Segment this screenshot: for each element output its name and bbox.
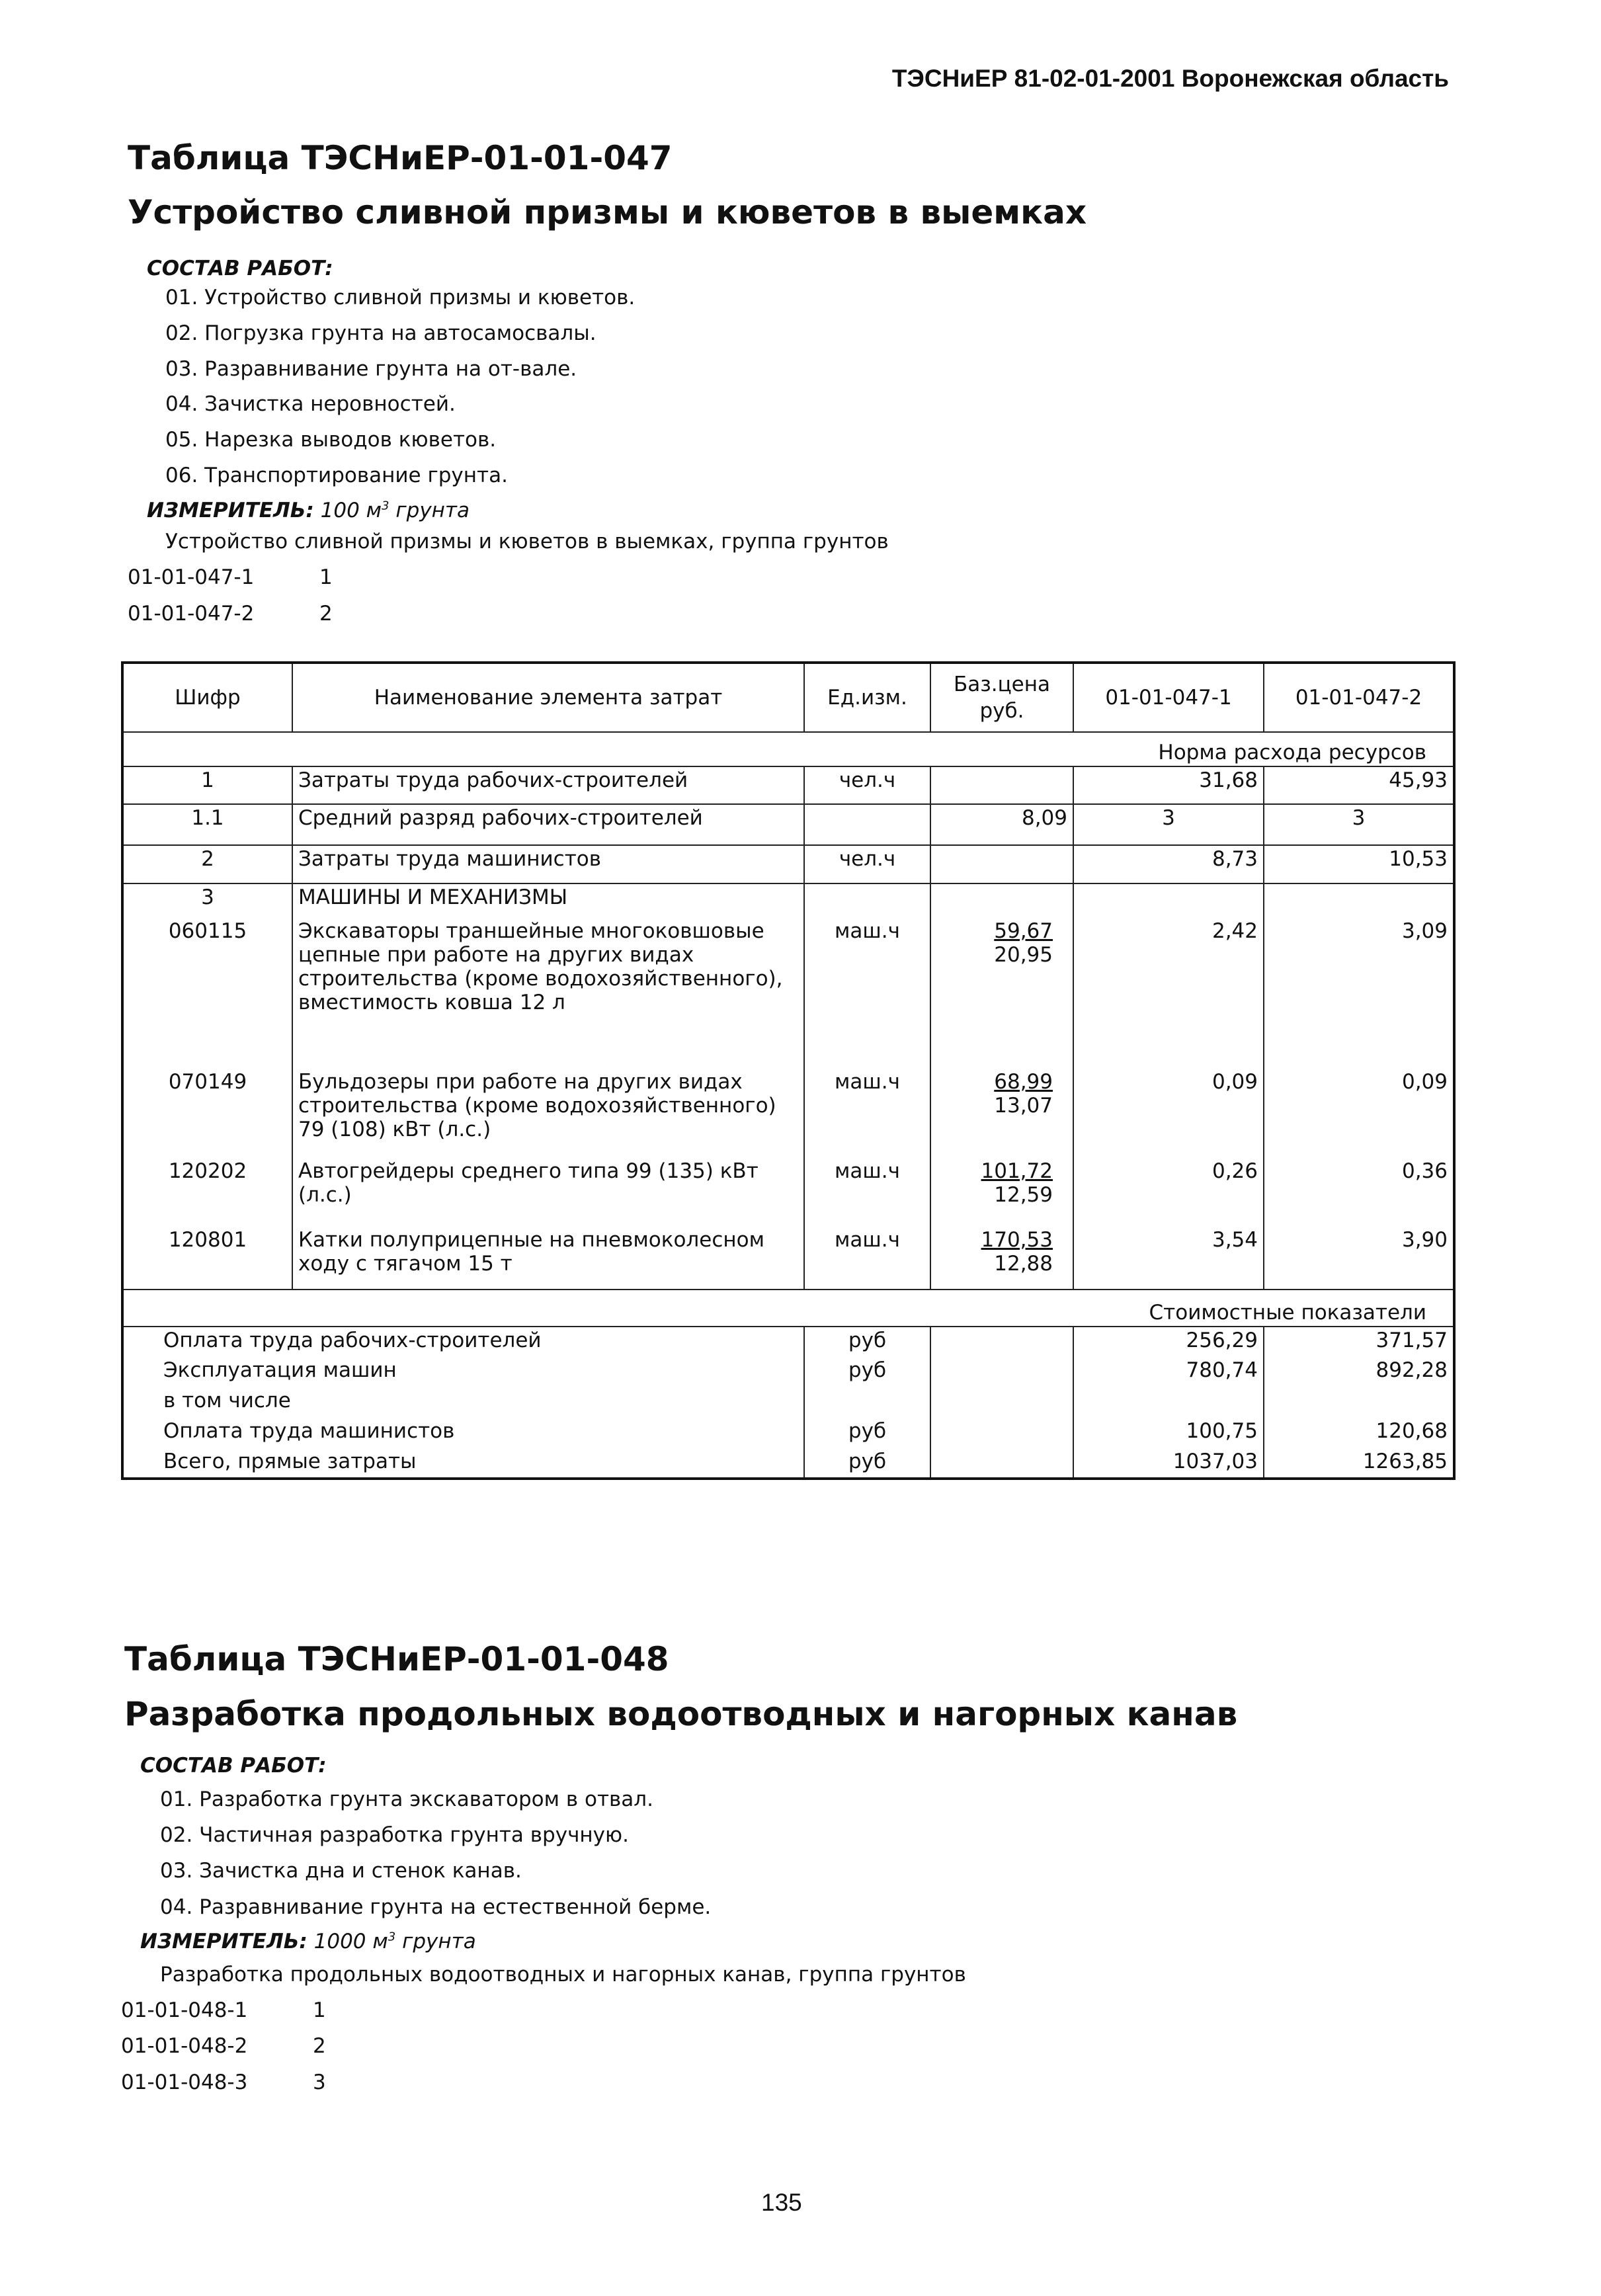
work-item: 03. Разравнивание грунта на от-вале. xyxy=(165,357,577,381)
cost-empty xyxy=(930,1327,1073,1357)
price-wage: 12,59 xyxy=(994,1183,1053,1207)
price-value: 101,72 xyxy=(981,1159,1053,1183)
price-value: 59,67 xyxy=(994,919,1053,943)
cost-row xyxy=(122,1387,1454,1418)
cell-unit: чел.ч xyxy=(804,845,930,883)
meter-unit: грунта xyxy=(389,499,470,522)
cell-v2 xyxy=(1264,883,1454,918)
cell-price xyxy=(930,845,1073,883)
table-row xyxy=(122,883,1454,918)
meter-value: 100 м xyxy=(320,499,382,522)
cell-v1: 8,73 xyxy=(1073,845,1264,883)
cell-v2: 3,90 xyxy=(1264,1227,1454,1290)
table-047-subtitle: Устройство сливной призмы и кюветов в выемках xyxy=(128,193,1087,231)
cell-price xyxy=(930,883,1073,918)
cell-code: 070149 xyxy=(122,1069,292,1158)
code: 01-01-048-3 xyxy=(121,2070,248,2094)
cell-v1: 3,54 xyxy=(1073,1227,1264,1290)
code: 01-01-048-1 xyxy=(121,1998,248,2022)
cell-v1: 0,26 xyxy=(1073,1158,1264,1227)
cost-empty xyxy=(930,1387,1073,1418)
cell-code: 2 xyxy=(122,845,292,883)
cell-price xyxy=(930,918,1073,1069)
code-row xyxy=(121,1998,326,2022)
cell-unit: маш.ч xyxy=(804,1227,930,1290)
cost-name: Оплата труда рабочих-строителей xyxy=(122,1327,804,1357)
cell-unit xyxy=(804,804,930,845)
cell-unit: маш.ч xyxy=(804,1069,930,1158)
works-caption: СОСТАВ РАБОТ: xyxy=(147,257,333,280)
work-item: 06. Транспортирование грунта. xyxy=(165,464,508,487)
cell-v1: 3 xyxy=(1073,804,1264,845)
cost-name: в том числе xyxy=(122,1387,804,1418)
col-header: Наименование элемента затрат xyxy=(292,663,804,732)
cost-row xyxy=(122,1357,1454,1387)
cell-code: 3 xyxy=(122,883,292,918)
meter-label: ИЗМЕРИТЕЛЬ: xyxy=(140,1930,308,1953)
meter-unit: грунта xyxy=(395,1930,476,1953)
cost-v1: 1037,03 xyxy=(1073,1448,1264,1479)
table-047-title: Таблица ТЭСНиЕР-01-01-047 xyxy=(128,139,673,177)
cell-price xyxy=(930,766,1073,804)
cost-row xyxy=(122,1327,1454,1357)
cost-v1: 780,74 xyxy=(1073,1357,1264,1387)
cost-v2: 1263,85 xyxy=(1264,1448,1454,1479)
table-048-description: Разработка продольных водоотводных и нагорных канав, группа грунтов xyxy=(160,1963,966,1987)
group: 1 xyxy=(313,1998,326,2022)
cost-row xyxy=(122,1448,1454,1479)
table-047-description: Устройство сливной призмы и кюветов в выемках, группа грунтов xyxy=(165,530,889,554)
code-row xyxy=(121,2070,326,2094)
table-row xyxy=(122,918,1454,1069)
cost-name: Эксплуатация машин xyxy=(122,1357,804,1387)
price-value: 68,99 xyxy=(994,1070,1053,1094)
cell-unit: маш.ч xyxy=(804,1158,930,1227)
cost-v2: 120,68 xyxy=(1264,1418,1454,1448)
col-header: Баз.цена руб. xyxy=(930,663,1073,732)
works-caption: СОСТАВ РАБОТ: xyxy=(140,1754,327,1778)
table-048-title: Таблица ТЭСНиЕР-01-01-048 xyxy=(124,1640,669,1678)
table-row xyxy=(122,766,1454,804)
table-header-row xyxy=(122,663,1454,732)
page-number: 135 xyxy=(761,2189,802,2216)
cell-v2: 0,09 xyxy=(1264,1069,1454,1158)
cell-v1 xyxy=(1073,883,1264,918)
work-item: 02. Погрузка грунта на автосамосвалы. xyxy=(165,321,596,345)
cell-name: Экскаваторы траншейные многоковшовые цепные при работе на других видах строительства (кроме водохозяйственного), вместимость ковша 12 л xyxy=(292,918,804,1069)
col-header: Ед.изм. xyxy=(804,663,930,732)
price-wage: 12,88 xyxy=(994,1252,1053,1276)
cell-name: МАШИНЫ И МЕХАНИЗМЫ xyxy=(292,883,804,918)
cell-name: Катки полуприцепные на пневмоколесном ходу с тягачом 15 т xyxy=(292,1227,804,1290)
cell-v2: 0,36 xyxy=(1264,1158,1454,1227)
price-value: 170,53 xyxy=(981,1228,1053,1252)
meter xyxy=(147,499,470,522)
cost-v2: 371,57 xyxy=(1264,1327,1454,1357)
cell-v1: 31,68 xyxy=(1073,766,1264,804)
cost-unit: руб xyxy=(804,1448,930,1479)
code: 01-01-047-2 xyxy=(128,602,255,626)
work-item: 04. Зачистка неровностей. xyxy=(165,392,456,416)
code-row xyxy=(128,602,333,626)
cell-v1: 2,42 xyxy=(1073,918,1264,1069)
cost-name: Всего, прямые затраты xyxy=(122,1448,804,1479)
code: 01-01-047-1 xyxy=(128,565,255,589)
cost-v1: 256,29 xyxy=(1073,1327,1264,1357)
cell-unit xyxy=(804,883,930,918)
work-item: 01. Разработка грунта экскаватором в отвал. xyxy=(160,1787,653,1811)
cost-caption-row xyxy=(122,1290,1454,1327)
cell-price xyxy=(930,1227,1073,1290)
work-item: 01. Устройство сливной призмы и кюветов. xyxy=(165,286,636,309)
cell-code: 120202 xyxy=(122,1158,292,1227)
price-wage: 20,95 xyxy=(994,943,1053,967)
cost-row xyxy=(122,1418,1454,1448)
cost-empty xyxy=(930,1357,1073,1387)
cell-code: 120801 xyxy=(122,1227,292,1290)
code-row xyxy=(121,2034,326,2058)
col-header: Шифр xyxy=(122,663,292,732)
cell-price xyxy=(930,1069,1073,1158)
cost-name: Оплата труда машинистов xyxy=(122,1418,804,1448)
cell-name: Бульдозеры при работе на других видах строительства (кроме водохозяйственного) 79 (108) кВт (л.с.) xyxy=(292,1069,804,1158)
cell-code: 1.1 xyxy=(122,804,292,845)
meter-value: 1000 м xyxy=(313,1930,388,1953)
resource-norm-table xyxy=(121,661,1456,1480)
cell-name: Затраты труда машинистов xyxy=(292,845,804,883)
col-header: 01-01-047-1 xyxy=(1073,663,1264,732)
cost-unit xyxy=(804,1387,930,1418)
cell-name: Средний разряд рабочих-строителей xyxy=(292,804,804,845)
cell-price xyxy=(930,1158,1073,1227)
cell-unit: чел.ч xyxy=(804,766,930,804)
work-item: 03. Зачистка дна и стенок канав. xyxy=(160,1859,522,1883)
meter-label: ИЗМЕРИТЕЛЬ: xyxy=(147,499,314,522)
meter-sup: 3 xyxy=(388,1930,396,1944)
cost-v1: 100,75 xyxy=(1073,1418,1264,1448)
meter xyxy=(140,1930,476,1953)
group: 3 xyxy=(313,2070,326,2094)
cost-caption: Стоимостные показатели xyxy=(122,1290,1454,1327)
table-row xyxy=(122,804,1454,845)
code: 01-01-048-2 xyxy=(121,2034,248,2058)
cell-v2: 3 xyxy=(1264,804,1454,845)
norm-caption: Норма расхода ресурсов xyxy=(122,732,1454,766)
cell-unit: маш.ч xyxy=(804,918,930,1069)
work-item: 02. Частичная разработка грунта вручную. xyxy=(160,1823,629,1847)
cell-v2: 10,53 xyxy=(1264,845,1454,883)
cell-name: Автогрейдеры среднего типа 99 (135) кВт (л.с.) xyxy=(292,1158,804,1227)
cell-code: 060115 xyxy=(122,918,292,1069)
cost-unit: руб xyxy=(804,1418,930,1448)
price-wage: 13,07 xyxy=(994,1094,1053,1118)
cost-empty xyxy=(930,1448,1073,1479)
cost-unit: руб xyxy=(804,1327,930,1357)
table-row xyxy=(122,845,1454,883)
cost-unit: руб xyxy=(804,1357,930,1387)
cell-price: 8,09 xyxy=(930,804,1073,845)
code-row xyxy=(128,565,333,589)
norm-caption-row xyxy=(122,732,1454,766)
cell-v1: 0,09 xyxy=(1073,1069,1264,1158)
meter-sup: 3 xyxy=(382,499,390,513)
cell-v2: 3,09 xyxy=(1264,918,1454,1069)
cell-code: 1 xyxy=(122,766,292,804)
cost-v2 xyxy=(1264,1387,1454,1418)
cell-v2: 45,93 xyxy=(1264,766,1454,804)
cost-v2: 892,28 xyxy=(1264,1357,1454,1387)
table-048-subtitle: Разработка продольных водоотводных и нагорных канав xyxy=(124,1695,1238,1733)
cost-empty xyxy=(930,1418,1073,1448)
group: 2 xyxy=(313,2034,326,2058)
cell-name: Затраты труда рабочих-строителей xyxy=(292,766,804,804)
table-row xyxy=(122,1227,1454,1290)
group: 1 xyxy=(319,565,333,589)
cost-v1 xyxy=(1073,1387,1264,1418)
table-row xyxy=(122,1158,1454,1227)
table-row xyxy=(122,1069,1454,1158)
group: 2 xyxy=(319,602,333,626)
running-header: ТЭСНиЕР 81-02-01-2001 Воронежская область xyxy=(891,65,1449,92)
col-header: 01-01-047-2 xyxy=(1264,663,1454,732)
work-item: 04. Разравнивание грунта на естественной берме. xyxy=(160,1895,712,1919)
work-item: 05. Нарезка выводов кюветов. xyxy=(165,428,497,452)
